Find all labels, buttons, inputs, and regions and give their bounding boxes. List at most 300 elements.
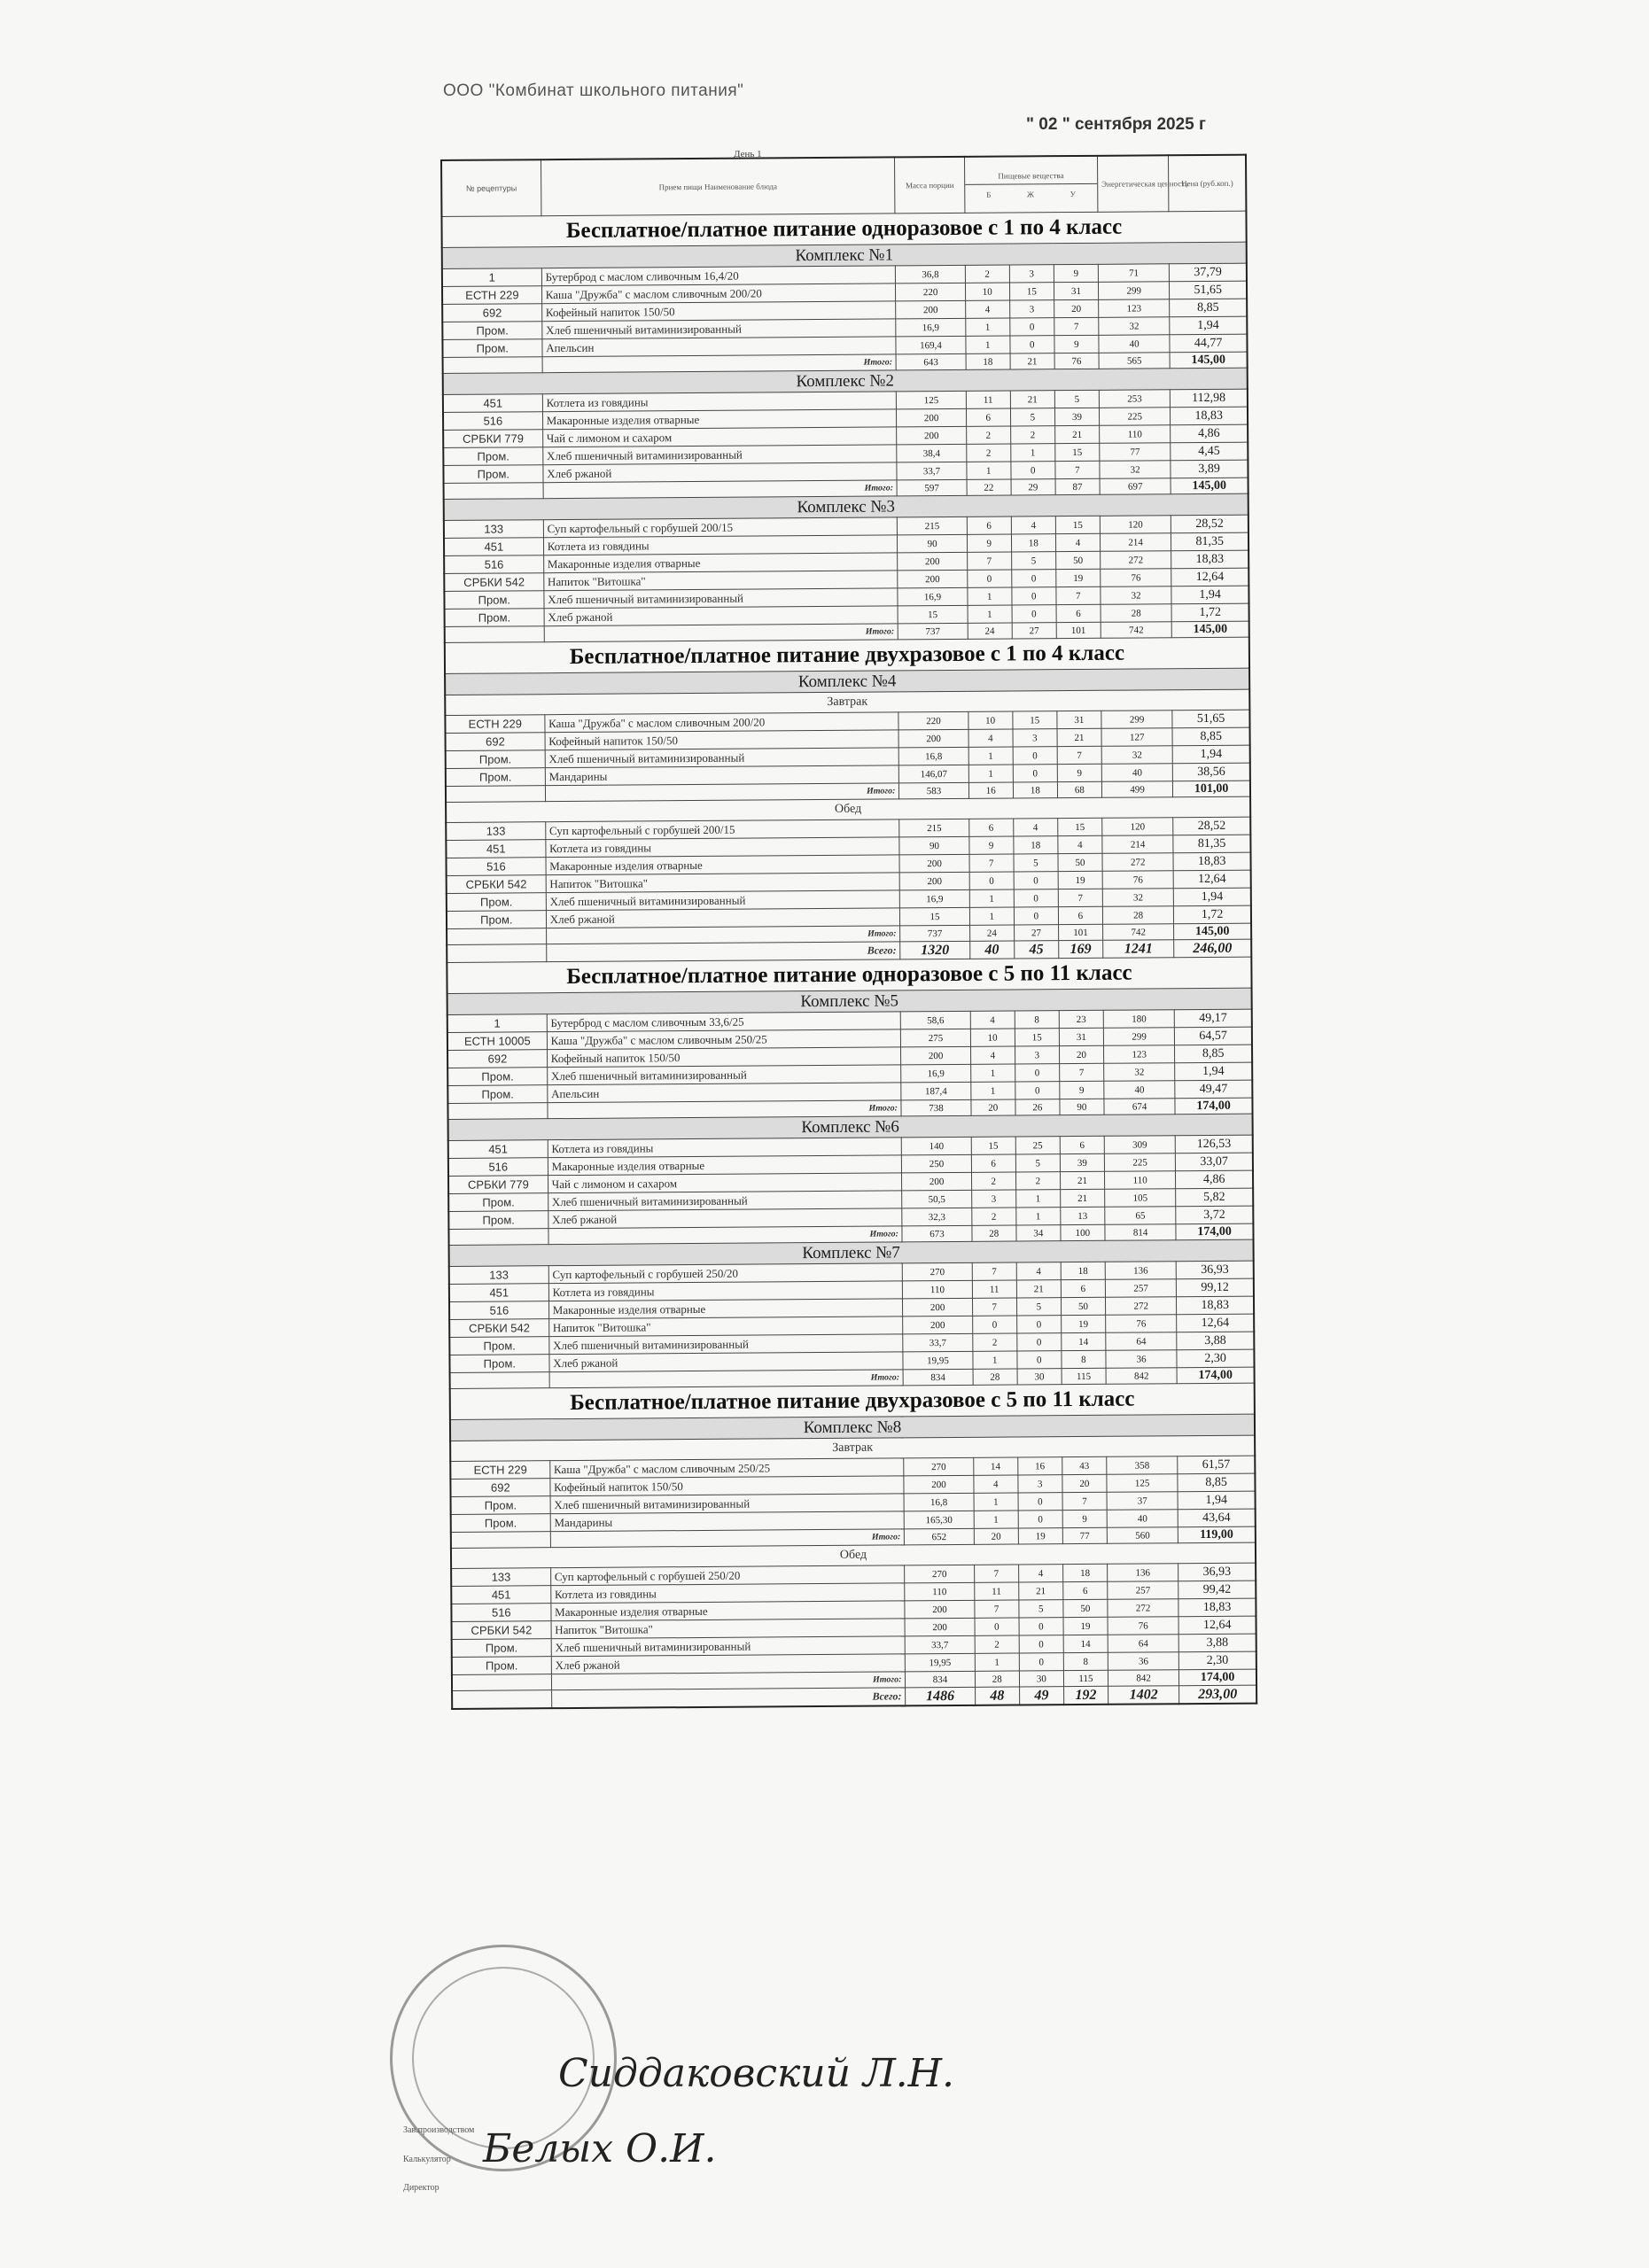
dish-name: Хлеб пшеничный витаминизированный — [544, 588, 898, 609]
dish-name: Кофейный напиток 150/50 — [541, 301, 896, 322]
portion-mass: 16,8 — [899, 747, 968, 765]
carbs-value: 7 — [1060, 1063, 1104, 1081]
price-value: 99,12 — [1177, 1278, 1254, 1297]
dish-name: Хлеб пшеничный витаминизированный — [546, 890, 900, 911]
dish-name: Суп картофельный с горбушей 200/15 — [543, 517, 898, 538]
carbs-value: 6 — [1061, 1279, 1105, 1297]
price-value: 81,35 — [1173, 835, 1250, 853]
energy-value: 309 — [1104, 1136, 1175, 1154]
protein-value: 2 — [966, 444, 1010, 462]
recipe-number: СРБКИ 542 — [452, 1621, 551, 1640]
portion-mass: 16,9 — [901, 1064, 970, 1083]
complex-title: Комплекс №2 — [443, 368, 1248, 394]
portion-mass: 125 — [897, 391, 966, 409]
price-value: 1,72 — [1174, 905, 1251, 924]
portion-mass: 738 — [901, 1099, 970, 1116]
fat-value: 18 — [1013, 782, 1057, 798]
carbs-value: 50 — [1055, 551, 1100, 569]
fat-value: 4 — [1018, 1565, 1062, 1582]
fat-value: 3 — [1013, 729, 1057, 747]
fat-value: 0 — [1015, 1082, 1060, 1099]
fat-value: 0 — [1016, 1316, 1061, 1333]
fat-value: 0 — [1012, 570, 1056, 587]
recipe-number: 692 — [447, 1050, 547, 1068]
recipe-number: 451 — [449, 1284, 548, 1302]
recipe-number: 1 — [447, 1014, 547, 1033]
carbs-value: 7 — [1055, 461, 1100, 478]
fat-value: 26 — [1015, 1099, 1060, 1115]
fat-value: 16 — [1018, 1457, 1062, 1475]
dish-name: Хлеб пшеничный витаминизированный — [548, 1334, 903, 1355]
energy-value: 110 — [1104, 1171, 1175, 1190]
carbs-value: 77 — [1062, 1527, 1107, 1543]
protein-value: 28 — [975, 1671, 1019, 1687]
energy-value: 32 — [1099, 317, 1170, 336]
energy-value: 272 — [1108, 1599, 1178, 1618]
price-value: 145,00 — [1174, 923, 1251, 940]
total-label: Итого: — [542, 354, 897, 373]
carbs-value: 19 — [1063, 1617, 1108, 1635]
fat-value: 21 — [1010, 391, 1054, 408]
protein-value: 22 — [967, 479, 1011, 495]
recipe-number — [451, 1532, 550, 1549]
dish-name: Напиток "Витошка" — [546, 873, 900, 893]
protein-value: 4 — [970, 1011, 1015, 1029]
energy-value: 299 — [1098, 282, 1169, 300]
protein-value: 14 — [973, 1457, 1017, 1475]
dish-name: Каша "Дружба" с маслом сливочным 250/25 — [549, 1458, 904, 1479]
fat-value: 3 — [1009, 300, 1054, 318]
energy-value: 180 — [1103, 1010, 1174, 1029]
meal-title: Обед — [451, 1542, 1256, 1568]
header-name: Прием пищи Наименование блюда — [541, 157, 895, 215]
recipe-number: СРБКИ 542 — [444, 573, 543, 592]
portion-mass: 270 — [904, 1457, 973, 1476]
fat-value: 0 — [1012, 605, 1056, 623]
recipe-number — [447, 1103, 547, 1120]
recipe-number — [452, 1690, 551, 1709]
protein-value: 7 — [972, 1298, 1016, 1316]
carbs-value: 31 — [1057, 711, 1101, 728]
protein-value: 6 — [967, 517, 1011, 534]
handwritten-signature-2: Белых О.И. — [483, 2126, 717, 2171]
dish-name: Макаронные изделия отварные — [548, 1299, 903, 1319]
carbs-value: 7 — [1057, 746, 1101, 764]
carbs-value: 169 — [1059, 940, 1103, 958]
dish-name: Хлеб пшеничный витаминизированный — [548, 1191, 902, 1211]
recipe-number: 516 — [443, 412, 542, 431]
fat-value: 21 — [1018, 1582, 1062, 1600]
section-title: Бесплатное/платное питание двухразовое с 1 по 4 класс — [445, 637, 1249, 673]
recipe-number: ЕСТН 229 — [450, 1461, 549, 1480]
price-value: 36,93 — [1178, 1563, 1256, 1581]
protein-value: 1 — [968, 605, 1012, 623]
fat-value: 0 — [1019, 1635, 1063, 1653]
energy-value: 40 — [1104, 1081, 1175, 1099]
recipe-number — [447, 928, 546, 945]
fat-value: 0 — [1014, 872, 1058, 889]
header-price: Цена (руб.коп.) — [1169, 155, 1247, 212]
recipe-number: СРБКИ 542 — [447, 875, 546, 894]
fat-value: 0 — [1014, 889, 1058, 907]
recipe-number: Пром. — [443, 465, 542, 484]
dish-name: Котлета из говядины — [543, 535, 898, 555]
recipe-number: Пром. — [448, 1193, 548, 1212]
carbs-value: 18 — [1061, 1262, 1105, 1279]
energy-value: 272 — [1102, 853, 1173, 872]
energy-value: 565 — [1099, 353, 1170, 369]
recipe-number — [448, 1229, 548, 1246]
protein-value: 4 — [974, 1475, 1018, 1493]
recipe-number: Пром. — [447, 911, 546, 929]
fat-value: 1 — [1015, 1190, 1060, 1208]
carbs-value: 9 — [1054, 335, 1099, 353]
energy-value: 1241 — [1103, 940, 1174, 959]
fat-value: 5 — [1015, 1154, 1060, 1172]
fat-value: 49 — [1019, 1687, 1063, 1705]
complex-title: Комплекс №7 — [449, 1239, 1254, 1266]
price-value: 38,56 — [1173, 763, 1250, 781]
energy-value: 28 — [1101, 604, 1171, 623]
carbs-value: 5 — [1054, 390, 1099, 408]
carbs-value: 6 — [1063, 1581, 1108, 1599]
protein-value: 1 — [974, 1493, 1018, 1511]
day-label: День 1 — [734, 149, 762, 159]
fat-value: 30 — [1019, 1671, 1063, 1687]
portion-mass: 19,95 — [903, 1351, 972, 1370]
price-value: 18,83 — [1171, 550, 1248, 569]
portion-mass: 200 — [905, 1600, 974, 1619]
protein-value: 0 — [975, 1618, 1019, 1635]
dish-name: Котлета из говядины — [542, 392, 897, 412]
header-u: У — [1070, 189, 1076, 198]
carbs-value: 9 — [1062, 1510, 1107, 1527]
fat-value: 0 — [1017, 1333, 1062, 1351]
carbs-value: 15 — [1055, 516, 1100, 533]
portion-mass: 140 — [902, 1137, 971, 1155]
price-value: 99,42 — [1178, 1581, 1256, 1599]
protein-value: 1 — [969, 889, 1014, 907]
recipe-number — [447, 944, 546, 963]
header-b: Б — [986, 190, 992, 199]
dish-name: Суп картофельный с горбушей 200/15 — [545, 819, 899, 840]
carbs-value: 21 — [1060, 1189, 1104, 1207]
energy-value: 127 — [1101, 728, 1172, 747]
energy-value: 299 — [1103, 1028, 1174, 1046]
energy-value: 32 — [1104, 1063, 1175, 1082]
dish-name: Хлеб пшеничный витаминизированный — [542, 445, 897, 465]
menu-table — [440, 154, 1257, 1710]
price-value: 33,07 — [1176, 1153, 1253, 1171]
energy-value: 65 — [1105, 1207, 1176, 1225]
dish-name: Напиток "Витошка" — [548, 1317, 903, 1337]
portion-mass: 32,3 — [902, 1208, 971, 1226]
portion-mass: 270 — [905, 1565, 974, 1583]
protein-value: 1 — [965, 318, 1009, 336]
recipe-number: ЕСТН 10005 — [447, 1032, 547, 1051]
section-title: Бесплатное/платное питание двухразовое с 5 по 11 класс — [450, 1383, 1255, 1419]
protein-value: 10 — [965, 283, 1009, 300]
dish-name: Суп картофельный с горбушей 250/20 — [548, 1263, 903, 1284]
recipe-number — [444, 483, 543, 500]
portion-mass: 200 — [901, 1046, 970, 1065]
protein-value: 9 — [967, 534, 1011, 552]
price-value: 64,57 — [1175, 1027, 1252, 1045]
price-value: 293,00 — [1179, 1685, 1256, 1704]
protein-value: 7 — [967, 552, 1011, 570]
protein-value: 1 — [966, 336, 1010, 353]
carbs-value: 9 — [1054, 264, 1098, 282]
recipe-number: Пром. — [452, 1657, 551, 1675]
carbs-value: 19 — [1061, 1315, 1105, 1332]
protein-value: 2 — [971, 1208, 1015, 1225]
price-value: 3,89 — [1171, 460, 1248, 478]
protein-value: 10 — [968, 711, 1013, 729]
price-value: 1,94 — [1172, 745, 1249, 764]
portion-mass: 737 — [900, 925, 969, 942]
portion-mass: 50,5 — [902, 1190, 971, 1208]
portion-mass: 200 — [898, 570, 967, 588]
portion-mass: 200 — [898, 552, 967, 571]
energy-value: 32 — [1101, 746, 1172, 765]
carbs-value: 7 — [1056, 586, 1101, 604]
header-nutrients-label: Пищевые вещества — [965, 170, 1097, 184]
price-value: 49,47 — [1175, 1080, 1252, 1099]
carbs-value: 21 — [1054, 425, 1099, 443]
price-value: 1,72 — [1171, 603, 1248, 622]
dish-name: Кофейный напиток 150/50 — [547, 1047, 901, 1068]
portion-mass: 165,30 — [905, 1511, 974, 1529]
protein-value: 24 — [968, 623, 1012, 639]
energy-value: 37 — [1107, 1492, 1178, 1511]
complex-title: Комплекс №1 — [442, 242, 1247, 268]
recipe-number: 692 — [450, 1479, 549, 1497]
dish-name: Бутерброд с маслом сливочным 16,4/20 — [541, 266, 896, 286]
fat-value: 2 — [1010, 426, 1054, 444]
carbs-value: 192 — [1063, 1686, 1108, 1705]
price-value: 36,93 — [1177, 1261, 1254, 1279]
price-value: 49,17 — [1175, 1009, 1252, 1028]
fat-value: 34 — [1016, 1225, 1061, 1241]
protein-value: 20 — [971, 1099, 1015, 1115]
price-value: 145,00 — [1171, 478, 1248, 494]
fat-value: 27 — [1014, 925, 1058, 941]
price-value: 12,64 — [1177, 1314, 1254, 1332]
energy-value: 77 — [1100, 443, 1171, 462]
portion-mass: 200 — [899, 854, 968, 873]
fat-value: 3 — [1009, 265, 1054, 283]
energy-value: 560 — [1107, 1527, 1178, 1544]
carbs-value: 50 — [1063, 1599, 1108, 1617]
dish-name: Макаронные изделия отварные — [542, 409, 897, 430]
portion-mass: 15 — [900, 907, 969, 926]
fat-value: 21 — [1010, 353, 1054, 369]
complex-title: Комплекс №5 — [447, 988, 1252, 1014]
total-label: Итого: — [544, 624, 898, 642]
dish-name: Хлеб ржаной — [549, 1352, 904, 1372]
protein-value: 16 — [968, 782, 1013, 798]
dish-name: Мандарины — [550, 1511, 905, 1532]
carbs-value: 90 — [1060, 1099, 1104, 1115]
portion-mass: 33,7 — [903, 1333, 972, 1352]
fat-value: 4 — [1016, 1262, 1061, 1280]
portion-mass: 200 — [898, 729, 968, 748]
price-value: 8,85 — [1170, 299, 1247, 317]
energy-value: 28 — [1102, 906, 1173, 925]
price-value: 2,30 — [1179, 1651, 1256, 1670]
price-value: 8,85 — [1172, 727, 1249, 746]
portion-mass: 652 — [905, 1528, 974, 1545]
carbs-value: 14 — [1062, 1332, 1106, 1350]
fat-value: 27 — [1012, 623, 1056, 639]
carbs-value: 31 — [1059, 1028, 1103, 1045]
price-value: 18,83 — [1171, 407, 1248, 425]
carbs-value: 50 — [1061, 1297, 1105, 1315]
recipe-number: 133 — [449, 1266, 548, 1285]
recipe-number: 692 — [446, 733, 545, 751]
protein-value: 7 — [969, 854, 1014, 872]
price-value: 51,65 — [1172, 710, 1249, 728]
protein-value: 1 — [974, 1511, 1018, 1528]
dish-name: Чай с лимоном и сахаром — [542, 427, 897, 447]
portion-mass: 220 — [898, 711, 968, 730]
handwritten-signature-1: Сиддаковский Л.Н. — [558, 2051, 955, 2096]
recipe-number — [446, 786, 545, 803]
recipe-number: Пром. — [443, 447, 542, 466]
recipe-number: ЕСТН 229 — [445, 715, 544, 734]
recipe-number: Пром. — [447, 1085, 547, 1104]
recipe-number — [443, 357, 542, 374]
price-value: 119,00 — [1178, 1526, 1256, 1543]
protein-value: 1 — [968, 587, 1012, 605]
carbs-value: 4 — [1055, 533, 1100, 551]
portion-mass: 220 — [896, 283, 965, 301]
energy-value: 272 — [1105, 1297, 1176, 1316]
fat-value: 18 — [1014, 836, 1058, 854]
portion-mass: 36,8 — [896, 265, 965, 284]
price-value: 3,88 — [1178, 1634, 1256, 1652]
portion-mass: 16,9 — [900, 889, 969, 908]
total-label: Итого: — [550, 1529, 905, 1548]
carbs-value: 7 — [1062, 1492, 1107, 1510]
fat-value: 0 — [1012, 587, 1056, 605]
signature-label-3: Директор — [403, 2183, 439, 2193]
recipe-number — [450, 1372, 549, 1389]
price-value: 145,00 — [1170, 352, 1247, 369]
dish-name: Хлеб пшеничный витаминизированный — [550, 1494, 905, 1514]
recipe-number: ЕСТН 229 — [442, 286, 541, 305]
protein-value: 15 — [971, 1137, 1015, 1154]
portion-mass: 200 — [905, 1618, 974, 1636]
dish-name: Бутерброд с маслом сливочным 33,6/25 — [547, 1012, 901, 1032]
dish-name: Макаронные изделия отварные — [548, 1155, 902, 1176]
protein-value: 2 — [966, 426, 1010, 444]
recipe-number: Пром. — [448, 1211, 548, 1230]
carbs-value: 115 — [1062, 1368, 1106, 1384]
energy-value: 76 — [1102, 871, 1173, 889]
protein-value: 1 — [968, 747, 1013, 765]
dish-name: Хлеб пшеничный витаминизированный — [547, 1065, 901, 1085]
recipe-number: 133 — [446, 822, 545, 841]
portion-mass: 200 — [903, 1316, 972, 1334]
energy-value: 123 — [1103, 1045, 1174, 1064]
carbs-value: 4 — [1058, 835, 1102, 853]
protein-value: 1 — [969, 907, 1014, 925]
price-value: 2,30 — [1177, 1349, 1254, 1368]
fat-value: 0 — [1010, 336, 1054, 353]
fat-value: 29 — [1011, 479, 1055, 495]
fat-value: 5 — [1016, 1298, 1061, 1316]
portion-mass: 1320 — [900, 941, 969, 959]
energy-value: 32 — [1102, 889, 1173, 907]
protein-value: 40 — [969, 941, 1014, 959]
dish-name: Хлеб ржаной — [548, 1208, 902, 1229]
recipe-number: СРБКИ 779 — [443, 430, 542, 448]
portion-mass: 597 — [897, 479, 966, 496]
fat-value: 18 — [1011, 534, 1055, 552]
signature-label-1: Зав.производством — [403, 2125, 475, 2135]
portion-mass: 200 — [897, 426, 966, 445]
portion-mass: 38,4 — [897, 444, 966, 462]
recipe-number: Пром. — [447, 1068, 547, 1086]
carbs-value: 9 — [1057, 764, 1101, 781]
recipe-number: 451 — [451, 1586, 550, 1604]
fat-value: 15 — [1015, 1029, 1059, 1046]
energy-value: 214 — [1100, 533, 1171, 552]
carbs-value: 18 — [1062, 1564, 1107, 1581]
carbs-value: 15 — [1058, 818, 1102, 835]
protein-value: 2 — [971, 1172, 1015, 1190]
fat-value: 0 — [1014, 907, 1058, 925]
recipe-number — [452, 1674, 551, 1691]
protein-value: 11 — [966, 391, 1010, 408]
menu-body — [441, 211, 1256, 1709]
header-nutrients — [964, 156, 1098, 214]
carbs-value: 8 — [1062, 1350, 1106, 1368]
portion-mass: 16,9 — [896, 318, 965, 337]
portion-mass: 834 — [906, 1671, 975, 1688]
energy-value: 697 — [1100, 478, 1171, 495]
portion-mass: 16,8 — [904, 1493, 973, 1511]
protein-value: 6 — [968, 819, 1013, 836]
price-value: 145,00 — [1171, 621, 1248, 638]
dish-name: Макаронные изделия отварные — [546, 855, 900, 875]
protein-value: 18 — [966, 353, 1010, 369]
carbs-value: 115 — [1063, 1670, 1108, 1686]
price-value: 12,64 — [1173, 870, 1250, 889]
total-label: Итого: — [545, 783, 899, 802]
energy-value: 299 — [1101, 711, 1172, 729]
fat-value: 0 — [1018, 1511, 1062, 1528]
price-value: 5,82 — [1176, 1188, 1253, 1207]
fat-value: 4 — [1013, 819, 1057, 836]
portion-mass: 583 — [899, 782, 968, 799]
portion-mass: 15 — [898, 605, 967, 624]
protein-value: 10 — [970, 1029, 1015, 1046]
dish-name: Каша "Дружба" с маслом сливочным 200/20 — [541, 284, 896, 304]
total-label: Итого: — [548, 1100, 902, 1119]
protein-value: 1 — [975, 1653, 1019, 1671]
energy-value: 272 — [1101, 551, 1171, 570]
price-value: 3,72 — [1176, 1206, 1253, 1224]
recipe-number: 1 — [442, 268, 541, 287]
recipe-number: 451 — [448, 1140, 548, 1159]
carbs-value: 87 — [1055, 478, 1100, 494]
recipe-number: 451 — [444, 538, 543, 556]
carbs-value: 43 — [1062, 1456, 1107, 1474]
carbs-value: 21 — [1060, 1171, 1104, 1189]
fat-value: 3 — [1015, 1046, 1059, 1064]
